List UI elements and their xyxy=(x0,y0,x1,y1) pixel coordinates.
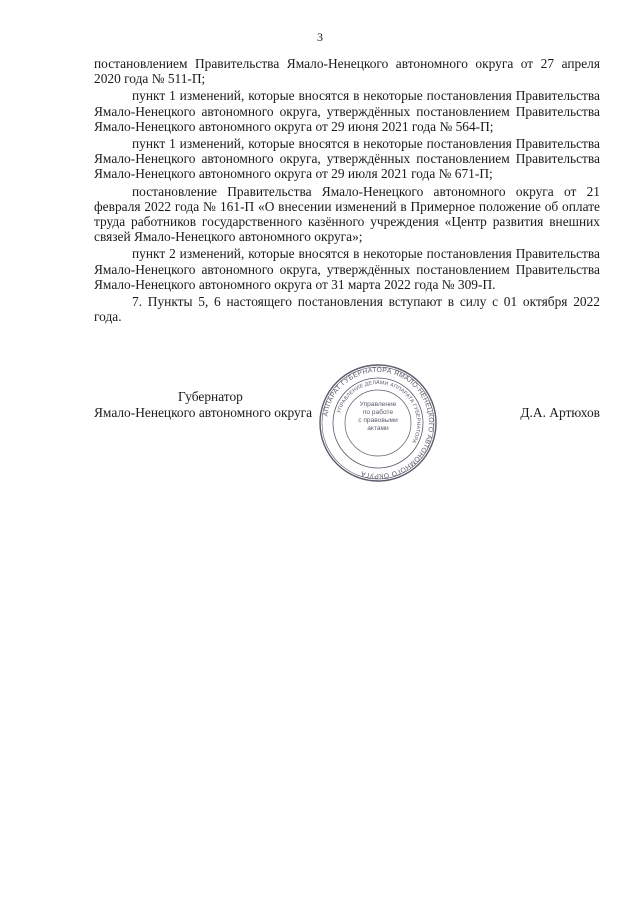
page-number: 3 xyxy=(317,30,323,44)
signatory-position: Губернатор xyxy=(178,389,243,404)
stamp-middle-text: УПРАВЛЕНИЕ ДЕЛАМИ АППАРАТА ГУБЕРНАТОРА xyxy=(336,379,422,445)
paragraph-4: постановление Правительства Ямало-Ненецкого автономного округа от 21 февраля 2022 года № 161-П «О внесении изменений в Примерное положение об оплате труда работников государственного казённого учреждения «Центр развития внешних связей Ямало-Ненецкого автономного округа»; xyxy=(94,183,600,245)
stamp-outer-text: АППАРАТ ГУБЕРНАТОРА ЯМАЛО-НЕНЕЦКОГО АВТОНОМНОГО ОКРУГА xyxy=(322,366,435,480)
paragraph-2: пункт 1 изменений, которые вносятся в некоторые постановления Правительства Ямало-Ненецкого автономного округа, утверждённых постановлением Правительства Ямало-Ненецкого автономного округа от 29 июня 2021 года № 564-П; xyxy=(94,88,600,134)
stamp-inner-line-2: по работе xyxy=(362,409,394,416)
stamp-inner-line-3: с правовыми xyxy=(358,417,398,424)
paragraph-6: 7. Пункты 5, 6 настоящего постановления вступают в силу с 01 октября 2022 года. xyxy=(94,294,600,325)
paragraph-5: пункт 2 изменений, которые вносятся в некоторые постановления Правительства Ямало-Ненецкого автономного округа, утверждённых постановлением Правительства Ямало-Ненецкого автономного округа от 31 марта 2022 года № 309-П. xyxy=(94,246,600,292)
paragraph-3: пункт 1 изменений, которые вносятся в некоторые постановления Правительства Ямало-Ненецкого автономного округа, утверждённых постановлением Правительства Ямало-Ненецкого автономного округа от 29 июля 2021 года № 671-П; xyxy=(94,136,600,182)
signatory-name: Д.А. Артюхов xyxy=(520,405,600,420)
paragraph-1: постановлением Правительства Ямало-Ненецкого автономного округа от 27 апреля 2020 года № 511-П; xyxy=(94,56,600,87)
signatory-organization: Ямало-Ненецкого автономного округа xyxy=(94,405,313,420)
stamp-inner-text xyxy=(348,401,408,433)
stamp-inner-line-1: Управление xyxy=(359,401,397,408)
official-stamp xyxy=(318,363,438,483)
stamp-inner-line-4: актами xyxy=(367,425,389,432)
document-body xyxy=(94,56,600,326)
